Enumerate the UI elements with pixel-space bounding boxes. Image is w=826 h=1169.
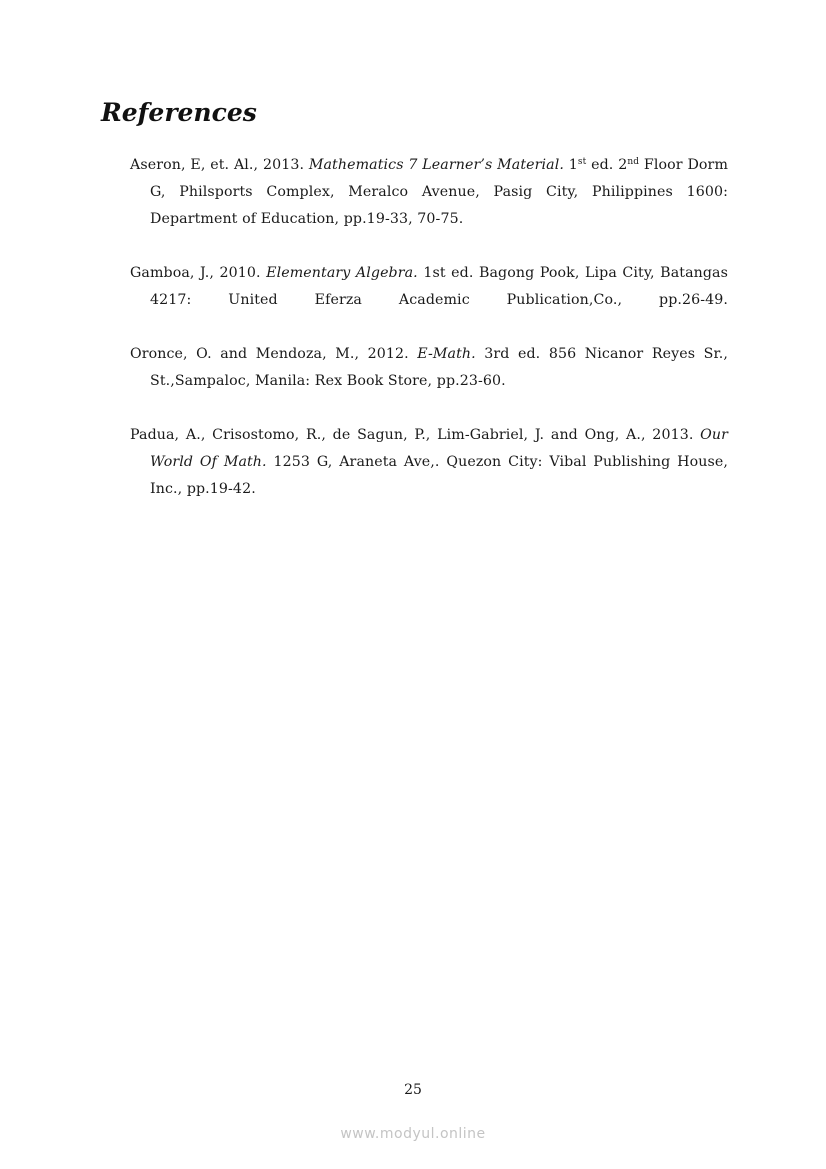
reference-title: E-Math. bbox=[417, 346, 476, 362]
superscript: st bbox=[577, 157, 587, 167]
reference-authors: Padua, A., Crisostomo, R., de Sagun, P., Lim-Gabriel, J. and Ong, A., 2013. bbox=[130, 427, 701, 443]
page-number: 25 bbox=[404, 1082, 422, 1098]
reference-authors: Oronce, O. and Mendoza, M., 2012. bbox=[130, 346, 418, 362]
reference-authors: Aseron, E, et. Al., 2013. bbox=[130, 157, 309, 173]
superscript: nd bbox=[627, 157, 640, 167]
reference-list bbox=[130, 152, 728, 530]
reference-authors: Gamboa, J., 2010. bbox=[130, 265, 267, 281]
reference-details: ed. 2 bbox=[586, 157, 628, 173]
reference-publisher: 1253 G, Araneta Ave,. Quezon City: Vibal Publishing House, Inc., pp.19-42. bbox=[150, 454, 728, 497]
reference-item bbox=[130, 341, 728, 395]
watermark: www.modyul.online bbox=[340, 1126, 486, 1142]
reference-item bbox=[130, 152, 728, 233]
reference-item bbox=[130, 422, 728, 503]
reference-item bbox=[130, 260, 728, 314]
reference-title: Mathematics 7 Learner’s Material. bbox=[308, 157, 564, 173]
reference-edition: 1 bbox=[563, 157, 578, 173]
reference-title: Elementary Algebra. bbox=[266, 265, 418, 281]
reference-publisher: Floor Dorm G, Philsports Complex, Meralco Avenue, Pasig City, Philippines 1600: Department of Education, pp.19-33, 70-75. bbox=[150, 157, 728, 227]
reference-publisher: 3rd ed. 856 Nicanor Reyes Sr., St.,Sampaloc, Manila: Rex Book Store, pp.23-60. bbox=[150, 346, 728, 389]
reference-title: Our World Of Math. bbox=[150, 427, 728, 470]
reference-publisher: 1st ed. Bagong Pook, Lipa City, Batangas 4217: United Eferza Academic Publication,Co., pp.26-49. bbox=[150, 265, 728, 308]
page-title: References bbox=[101, 98, 257, 127]
